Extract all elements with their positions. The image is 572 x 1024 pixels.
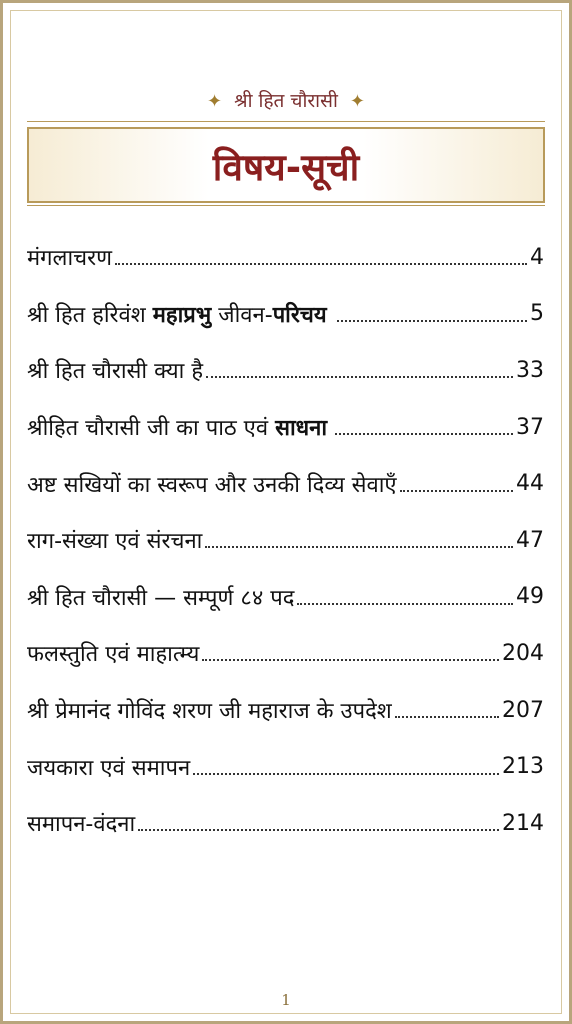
toc-entry-title: जयकारा एवं समापन: [27, 755, 191, 781]
toc-entry[interactable]: [27, 342, 544, 399]
header-subtitle-line: [3, 87, 569, 113]
toc-entry-title: फलस्तुति एवं माहात्म्य: [27, 642, 200, 668]
toc-entry-title: श्री हित चौरासी — सम्पूर्ण ८४ पद: [27, 585, 295, 611]
toc-entry[interactable]: [27, 682, 544, 739]
toc-page-number: 5: [530, 301, 544, 327]
toc-entry-title: राग-संख्या एवं संरचना: [27, 529, 203, 555]
toc-page-number: 37: [516, 414, 544, 440]
dot-leader: [337, 320, 527, 322]
toc-entry[interactable]: [27, 569, 544, 626]
toc-page-number: 204: [502, 640, 544, 666]
page-number: 1: [281, 991, 291, 1009]
toc-entry-title: मंगलाचरण: [27, 246, 113, 272]
toc-page-number: 207: [502, 697, 544, 723]
star-right-icon: ✦: [349, 91, 366, 112]
dot-leader: [206, 376, 513, 378]
toc-page-number: 44: [516, 471, 544, 497]
dot-leader: [205, 546, 513, 548]
page-title: विषय-सूची: [212, 145, 360, 189]
title-divider-top: [27, 121, 545, 122]
book-subtitle: श्री हित चौरासी: [234, 90, 338, 112]
star-left-icon: ✦: [206, 91, 223, 112]
toc-entry[interactable]: [27, 399, 544, 456]
dot-leader: [138, 829, 499, 831]
toc-entry[interactable]: [27, 795, 544, 852]
toc-entry-title: समापन-वंदना: [27, 812, 136, 838]
toc-page-number: 4: [530, 244, 544, 270]
dot-leader: [395, 716, 499, 718]
dot-leader: [193, 773, 499, 775]
dot-leader: [297, 603, 513, 605]
toc-entry[interactable]: [27, 286, 544, 343]
toc-entry-title: श्री प्रेमानंद गोविंद शरण जी महाराज के उपदेश: [27, 699, 392, 725]
toc-entry[interactable]: [27, 738, 544, 795]
dot-leader: [202, 659, 499, 661]
toc-page-number: 214: [502, 810, 544, 836]
table-of-contents: [27, 229, 544, 852]
title-box: [27, 127, 545, 203]
dot-leader: [335, 433, 513, 435]
dot-leader: [400, 490, 513, 492]
dot-leader: [115, 263, 527, 265]
toc-entry[interactable]: [27, 625, 544, 682]
toc-entry-title: श्री हित चौरासी क्या है: [27, 359, 204, 385]
toc-entry-title: श्री हित हरिवंश महाप्रभु जीवन-परिचय: [27, 302, 327, 328]
toc-page-number: 33: [516, 357, 544, 383]
toc-entry[interactable]: [27, 455, 544, 512]
toc-entry-title: श्रीहित चौरासी जी का पाठ एवं साधना: [27, 416, 328, 442]
toc-entry-title: अष्ट सखियों का स्वरूप और उनकी दिव्य सेवाएँ: [27, 472, 397, 498]
toc-page-number: 49: [516, 584, 544, 610]
toc-entry[interactable]: [27, 512, 544, 569]
toc-page-number: 213: [502, 754, 544, 780]
toc-page-number: 47: [516, 527, 544, 553]
title-divider-bottom: [27, 205, 545, 206]
toc-entry[interactable]: [27, 229, 544, 286]
